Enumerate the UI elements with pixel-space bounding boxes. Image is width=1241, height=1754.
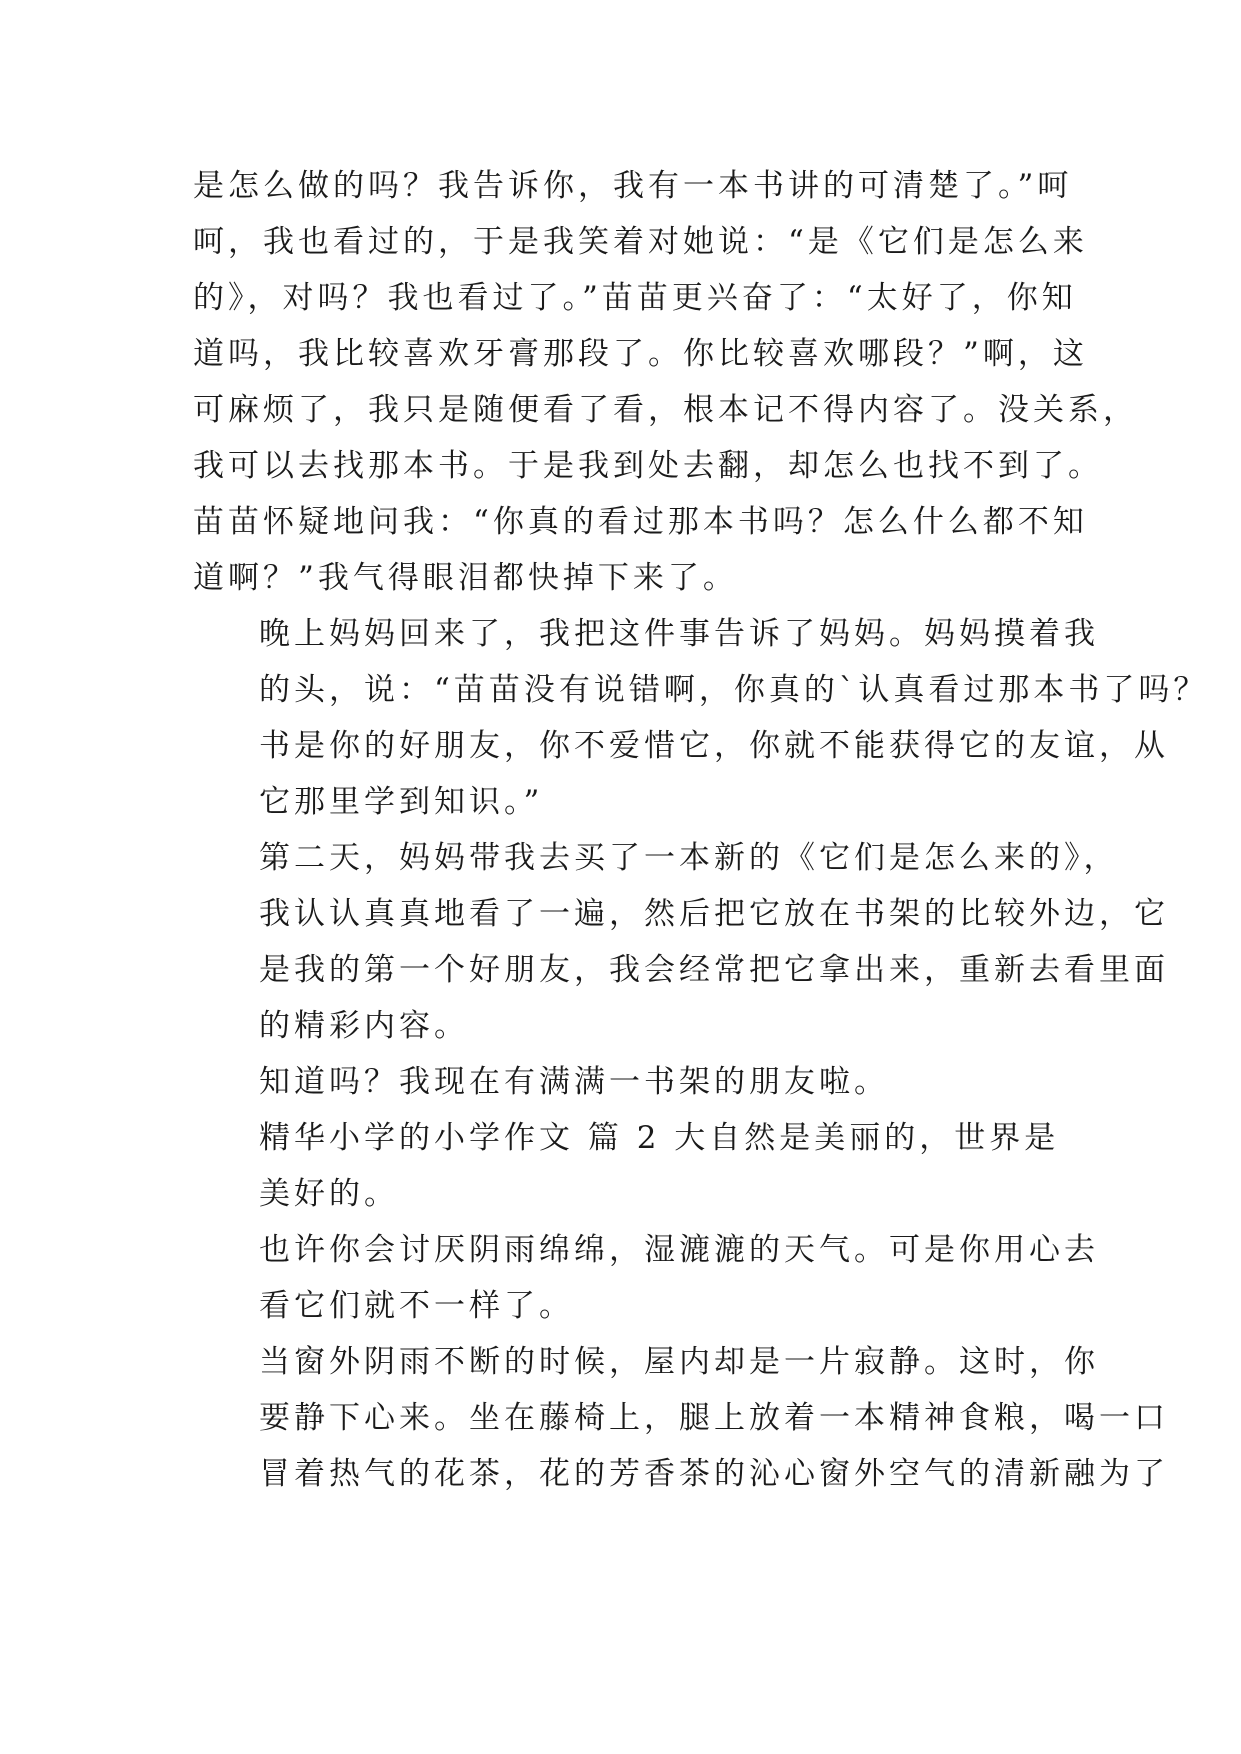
text-line: 精华小学的小学作文 篇 2 大自然是美丽的，世界是 (259, 1120, 1060, 1156)
text-line: 呵，我也看过的，于是我笑着对她说：“是《它们是怎么来 (193, 224, 1088, 260)
text-line: 的》，对吗？我也看过了。”苗苗更兴奋了：“太好了，你知 (193, 280, 1077, 316)
paragraph (193, 158, 1138, 606)
text-line: 它那里学到知识。” (259, 784, 544, 820)
document-body (193, 158, 1209, 1502)
text-line: 冒着热气的花茶，花的芳香茶的沁心窗外空气的清新融为了 (259, 1456, 1169, 1492)
paragraph (193, 1222, 1099, 1334)
text-line: 的精彩内容。 (259, 1008, 469, 1044)
paragraph (193, 1054, 1073, 1110)
text-line: 道啊？”我气得眼泪都快掉下来了。 (193, 560, 738, 596)
text-line: 第二天，妈妈带我去买了一本新的《它们是怎么来的》， (259, 840, 1119, 876)
text-line: 的头，说：“苗苗没有说错啊，你真的`认真看过那本书了吗？ (259, 672, 1209, 708)
text-line: 我可以去找那本书。于是我到处去翻，却怎么也找不到了。 (193, 448, 1103, 484)
text-line: 要静下心来。坐在藤椅上，腿上放着一本精神食粮，喝一口 (259, 1400, 1169, 1436)
text-line: 书是你的好朋友，你不爱惜它，你就不能获得它的友谊，从 (259, 728, 1169, 764)
paragraph (193, 1334, 1169, 1502)
text-line: 当窗外阴雨不断的时候，屋内却是一片寂静。这时，你 (259, 1344, 1099, 1380)
text-line: 也许你会讨厌阴雨绵绵，湿漉漉的天气。可是你用心去 (259, 1232, 1099, 1268)
text-line: 知道吗？我现在有满满一书架的朋友啦。 (259, 1064, 889, 1100)
text-line: 道吗，我比较喜欢牙膏那段了。你比较喜欢哪段？”啊，这 (193, 336, 1088, 372)
paragraph (193, 606, 1209, 830)
text-line: 晚上妈妈回来了，我把这件事告诉了妈妈。妈妈摸着我 (259, 616, 1099, 652)
text-line: 看它们就不一样了。 (259, 1288, 574, 1324)
text-line: 是我的第一个好朋友，我会经常把它拿出来，重新去看里面 (259, 952, 1169, 988)
text-line: 是怎么做的吗？我告诉你，我有一本书讲的可清楚了。”呵 (193, 168, 1073, 204)
text-line: 我认认真真地看了一遍，然后把它放在书架的比较外边，它 (259, 896, 1169, 932)
text-line: 可麻烦了，我只是随便看了看，根本记不得内容了。没关系， (193, 392, 1138, 428)
text-line: 美好的。 (259, 1176, 399, 1212)
paragraph (193, 830, 1169, 1054)
text-line: 苗苗怀疑地问我：“你真的看过那本书吗？怎么什么都不知 (193, 504, 1088, 540)
paragraph (193, 1110, 1073, 1222)
